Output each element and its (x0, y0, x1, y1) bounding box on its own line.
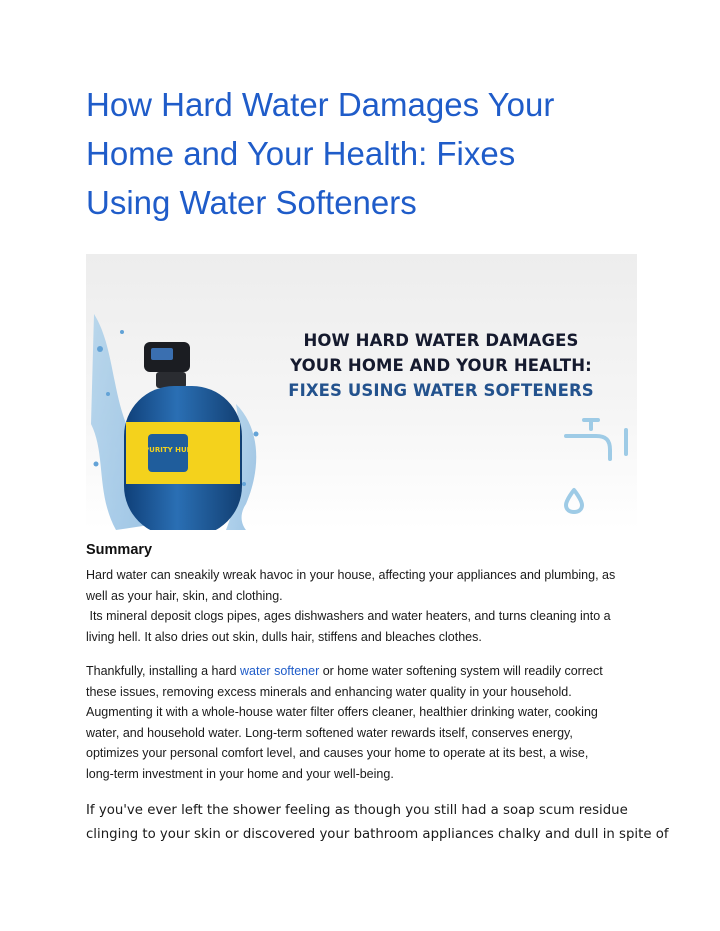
brand-label-text: PURITY HUB (144, 446, 192, 454)
summary-paragraph-1 (86, 565, 646, 647)
title-line: Home and Your Health: Fixes (86, 135, 516, 172)
title-line: How Hard Water Damages Your (86, 86, 555, 123)
hero-image (86, 254, 637, 530)
text-line (86, 661, 646, 682)
text-line: optimizes your personal comfort level, and causes your home to operate at its best, a wise, (86, 746, 589, 761)
text-line: clinging to your skin or discovered your bathroom appliances chalky and dull in spite of (86, 827, 669, 842)
hero-headline (256, 328, 626, 403)
hero-headline-line: YOUR HOME AND YOUR HEALTH: (290, 356, 592, 375)
article-title (86, 80, 646, 227)
body-paragraph (86, 799, 669, 847)
text-segment: or home water softening system will readily correct (319, 664, 603, 678)
hero-headline-line: FIXES USING WATER SOFTENERS (288, 381, 594, 400)
text-line: well as your hair, skin, and clothing. (86, 588, 283, 603)
faucet-icon (566, 420, 626, 512)
text-segment: Thankfully, installing a hard (86, 664, 241, 678)
text-line: Augmenting it with a whole-house water filter offers cleaner, healthier drinking water, cooking (86, 705, 598, 720)
summary-paragraph-2 (86, 661, 646, 785)
summary-heading: Summary (86, 542, 153, 558)
text-line: Its mineral deposit clogs pipes, ages dishwashers and water heaters, and turns cleaning into a (86, 609, 611, 624)
text-line: living hell. It also dries out skin, dulls hair, stiffens and bleaches clothes. (86, 629, 482, 644)
text-line: Hard water can sneakily wreak havoc in your house, affecting your appliances and plumbing, as (86, 568, 616, 582)
title-line: Using Water Softeners (86, 184, 417, 221)
hero-headline-line: HOW HARD WATER DAMAGES (303, 331, 579, 350)
text-line: water, and household water. Long-term softened water rewards itself, conserves energy, (86, 725, 573, 740)
text-line: If you've ever left the shower feeling as though you still had a soap scum residue (86, 803, 628, 818)
text-line: these issues, removing excess minerals and enhancing water quality in your household. (86, 684, 572, 699)
water-softener-link[interactable]: water softener (240, 664, 320, 678)
text-line: long-term investment in your home and your well-being. (86, 766, 394, 781)
